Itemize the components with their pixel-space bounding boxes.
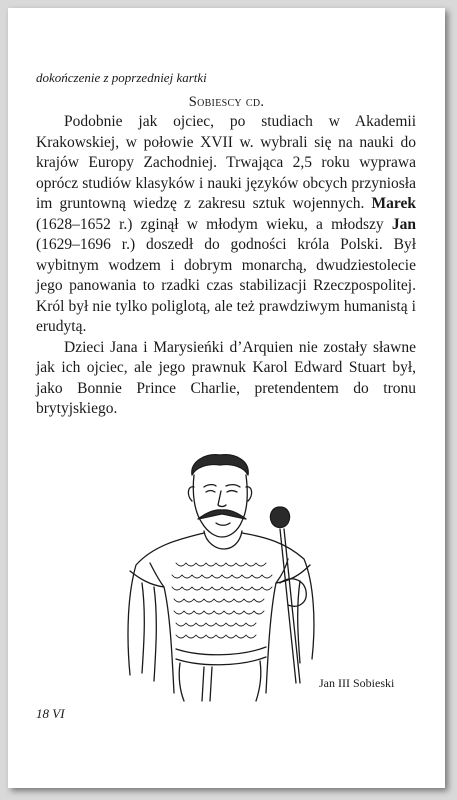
- page-title: Sobiescy cd.: [188, 94, 265, 110]
- continuation-note: dokończenie z poprzedniej kartki: [36, 70, 207, 85]
- name-jan: Jan: [391, 215, 416, 233]
- paragraph-1-part-2: (1628–1652 r.) zginął w młodym wieku, a młodszy: [36, 215, 384, 233]
- body-text: [36, 112, 416, 420]
- paragraph-1-part-3: (1629–1696 r.) doszedł do godności króla Polski. Był wybitnym wodzem i dobrym monarchą, dwudziestolecie jego panowania to rzadki czas stabilizacji Rzeczpospolitej. Król był nie tylko poliglotą, ale też prawdziwym humanistą i erudytą.: [36, 236, 416, 335]
- illustration-caption: Jan III Sobieski: [319, 676, 395, 690]
- portrait-illustration: [120, 453, 320, 703]
- calendar-page: [8, 8, 445, 788]
- paragraph-1: [36, 112, 416, 338]
- paragraph-2: Dzieci Jana i Marysieńki d’Arquien nie zostały sławne jak ich ojciec, ale jego prawnuk Karol Edward Stuart był, jako Bonnie Prince Charlie, pretendentem do tronu brytyjskiego.: [36, 338, 416, 417]
- page-number: 18 VI: [36, 706, 65, 721]
- paragraph-1-part-1: Podobnie jak ojciec, po studiach w Akademii Krakowskiej, w połowie XVII w. wybrali się na nauki do krajów Europy Zachodniej. Trwająca 2,5 roku wyprawa oprócz studiów klasyków i nauki języków obcych przyniosła im gruntowną wiedzę z zakresu sztuk wojennych.: [36, 113, 416, 212]
- name-marek: Marek: [371, 195, 417, 212]
